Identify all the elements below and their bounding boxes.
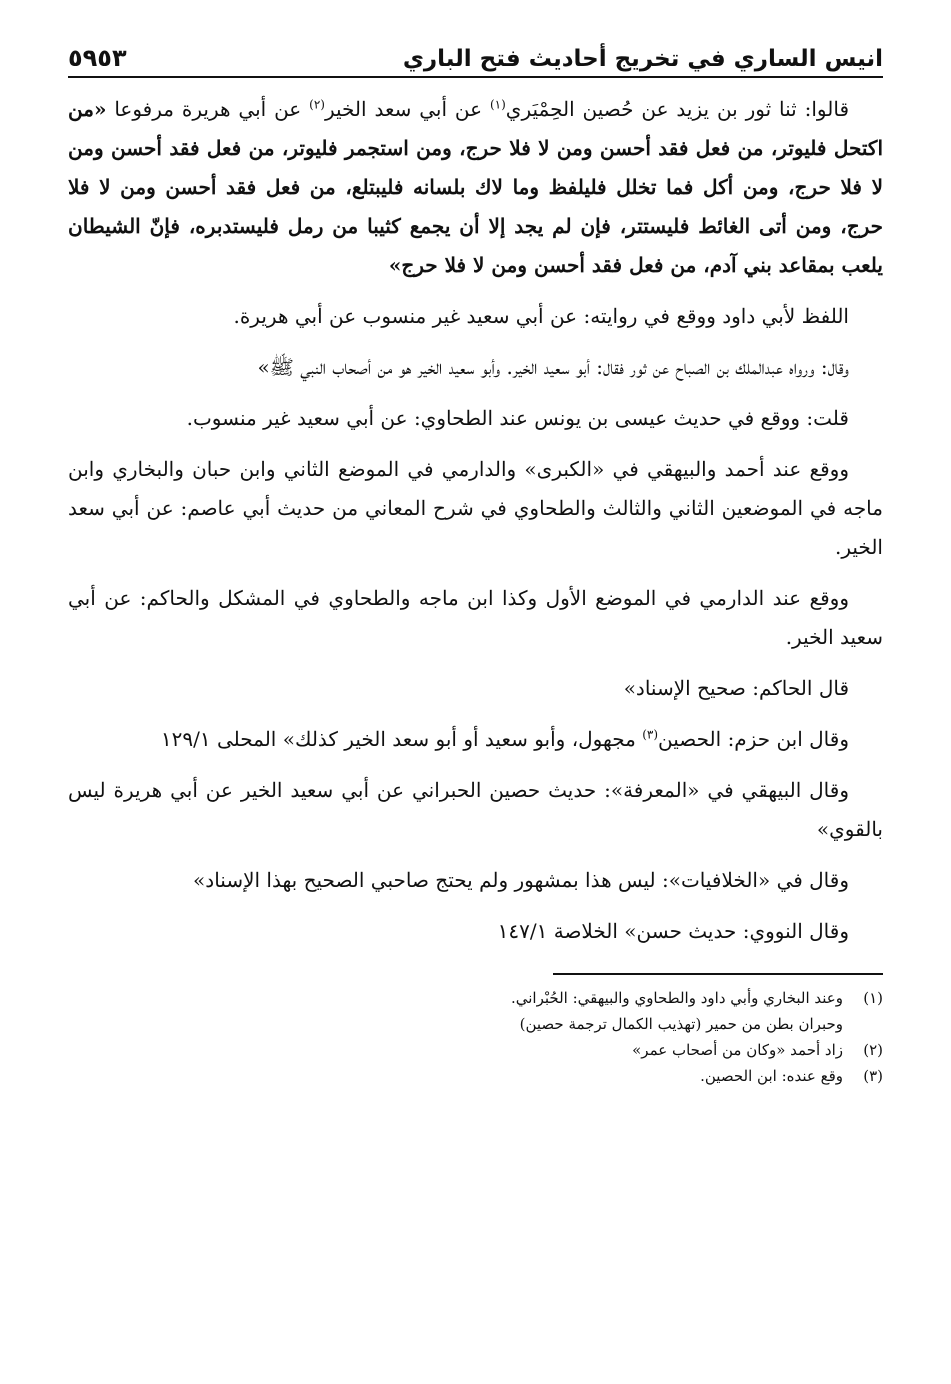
footnote-line: وقع عنده: ابن الحصين. (700, 1067, 843, 1085)
running-title: انيس الساري في تخريج أحاديث فتح الباري (402, 46, 883, 72)
paragraph-1 (68, 90, 883, 285)
hadith-text: «من اكتحل فليوتر، من فعل فقد أحسن ومن لا فلا حرج، ومن استجمر فليوتر، من فعل فقد أحسن ومن لا فلا حرج، ومن أكل فما تخلل فليلفظ وما لاك بلسانه فليبتلع، من فعل فقد أحسن ومن لا فلا حرج، ومن أتى الغائط فليستتر، فإن لم يجد إلا أن يجمع كثيبا من رمل فليستدبره، فإنّ الشيطان يلعب بمقاعد بني آدم، من فعل فقد أحسن ومن لا فلا حرج» (68, 97, 883, 277)
paragraph-11: وقال النووي: حديث حسن» الخلاصة ١٤٧/١ (497, 919, 849, 943)
paragraph-1-text-a: قالوا: ثنا ثور بن يزيد عن حُصين الحِمْيَري (505, 97, 850, 121)
page-header (68, 30, 883, 78)
footnote-number: (٢) (863, 1041, 883, 1059)
paragraph-9: وقال البيهقي في «المعرفة»: حديث حصين الحبراني عن أبي سعيد الخير عن أبي هريرة ليس بالقوي» (68, 778, 883, 841)
paragraph-10: وقال في «الخلافيات»: ليس هذا بمشهور ولم يحتج صاحبي الصحيح بهذا الإسناد» (193, 868, 849, 892)
paragraph-7: قال الحاكم: صحيح الإسناد» (623, 676, 849, 700)
paragraph-1-text-b: عن أبي سعد الخير (324, 97, 490, 121)
paragraph-2: اللفظ لأبي داود ووقع في روايته: عن أبي سعيد غير منسوب عن أبي هريرة. (233, 304, 849, 328)
footnote-number: (١) (863, 989, 883, 1007)
footnote-ref-1[interactable]: (١) (489, 97, 506, 112)
footnote-divider (553, 973, 883, 975)
footnote-2 (68, 1037, 883, 1063)
footnote-text (68, 1037, 843, 1063)
page-number: ٥٩٥٣ (68, 44, 127, 72)
paragraph-8-text-b: مجهول، وأبو سعيد أو أبو سعد الخير كذلك» المحلى ١٢٩/١ (160, 727, 643, 751)
footnote-1 (68, 985, 883, 1037)
footnote-line: وعند البخاري وأبي داود والطحاوي والبيهقي: الحُبْراني. (510, 989, 843, 1007)
paragraph-1-text-c: عن أبي هريرة مرفوعا (106, 97, 310, 121)
paragraph-4: قلت: ووقع في حديث عيسى بن يونس عند الطحاوي: عن أبي سعيد غير منسوب. (186, 406, 849, 430)
footnote-ref-3[interactable]: (٣) (642, 727, 659, 742)
paragraph-8-text-a: وقال ابن حزم: الحصين (658, 727, 849, 751)
footnote-number: (٣) (863, 1067, 883, 1085)
document-page (68, 30, 883, 1089)
footnote-text (68, 985, 843, 1037)
footnote-text (68, 1063, 843, 1089)
paragraph-5: ووقع عند أحمد والبيهقي في «الكبرى» والدارمي في الموضع الثاني وابن حبان والبخاري وابن ماجه في الموضعين الثاني والثالث والطحاوي في شرح المعاني من حديث أبي عاصم: عن أبي سعد الخير. (68, 457, 883, 559)
paragraph-3: وقال: ورواه عبدالملك بن الصباح عن ثور فقال: أبو سعيد الخير. وأبو سعيد الخير هو من أصحاب النبي ﷺ» (257, 355, 849, 379)
page-body (68, 90, 883, 951)
paragraph-6: ووقع عند الدارمي في الموضع الأول وكذا ابن ماجه والطحاوي في المشكل والحاكم: عن أبي سعيد الخير. (68, 586, 883, 649)
footnote-line: زاد أحمد «وكان من أصحاب عمر» (632, 1041, 843, 1059)
footnote-line: وحبران بطن من حمير (تهذيب الكمال ترجمة حصين) (519, 1015, 843, 1033)
footnote-ref-2[interactable]: (٢) (309, 97, 325, 112)
paragraph-8 (68, 720, 883, 759)
footnotes (68, 973, 883, 1089)
footnote-3 (68, 1063, 883, 1089)
